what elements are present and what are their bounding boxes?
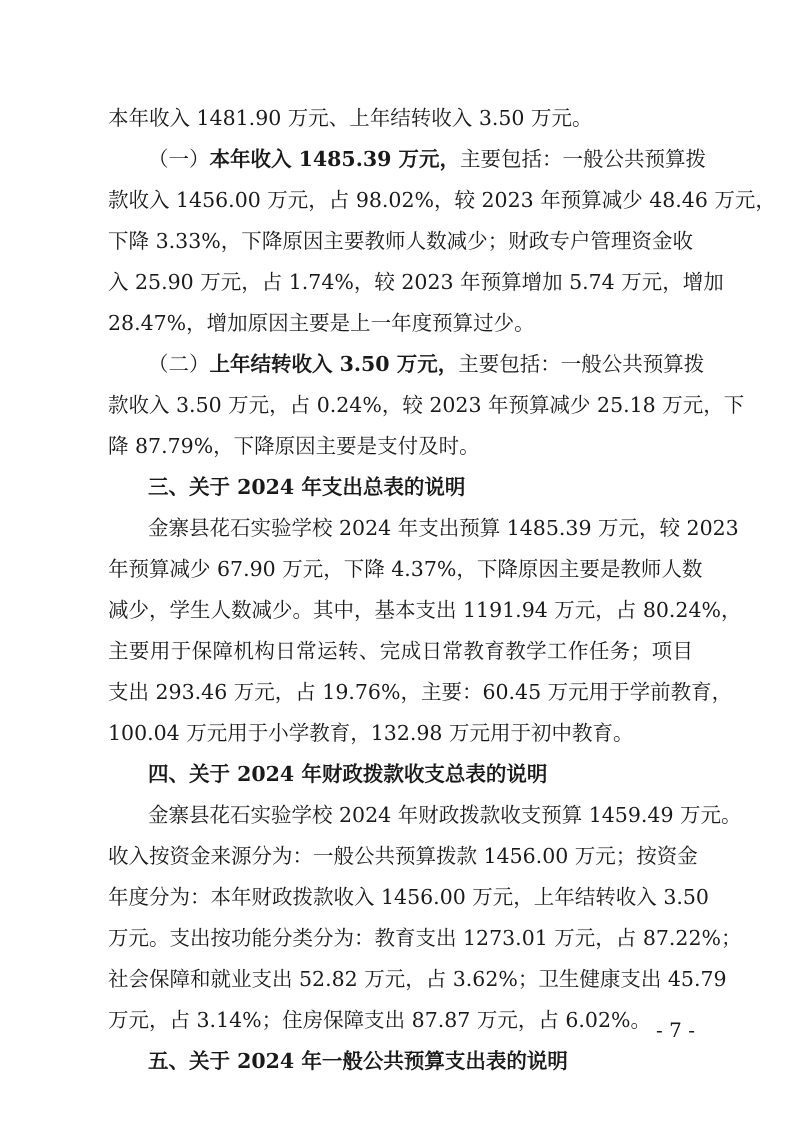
subsection-one-text: 主要包括：一般公共预算拨 bbox=[460, 147, 706, 171]
body-line: 款收入 3.50 万元，占 0.24%，较 2023 年预算减少 25.18 万元，下 bbox=[108, 393, 745, 417]
body-line: 下降 3.33%，下降原因主要教师人数减少；财政专户管理资金收 bbox=[108, 229, 693, 253]
body-line: 本年收入 1481.90 万元、上年结转收入 3.50 万元。 bbox=[108, 106, 593, 130]
body-line: 金寨县花石实验学校 2024 年支出预算 1485.39 万元，较 2023 bbox=[148, 516, 739, 540]
subsection-two-line bbox=[148, 352, 705, 376]
subsection-two-text: 主要包括：一般公共预算拨 bbox=[458, 352, 705, 376]
body-line: 万元，占 3.14%；住房保障支出 87.87 万元，占 6.02%。 bbox=[108, 1008, 651, 1032]
body-line: 万元。支出按功能分类分为：教育支出 1273.01 万元，占 87.22%； bbox=[108, 926, 742, 950]
subsection-one-title: 本年收入 1485.39 万元， bbox=[209, 147, 460, 171]
body-line: 支出 293.46 万元，占 19.76%，主要：60.45 万元用于学前教育， bbox=[108, 680, 733, 704]
body-line: 收入按资金来源分为：一般公共预算拨款 1456.00 万元；按资金 bbox=[108, 844, 698, 868]
body-line: 100.04 万元用于小学教育，132.98 万元用于初中教育。 bbox=[108, 721, 634, 745]
body-line: 金寨县花石实验学校 2024 年财政拨款收支预算 1459.49 万元。 bbox=[148, 803, 742, 827]
body-line: 社会保障和就业支出 52.82 万元，占 3.62%；卫生健康支出 45.79 bbox=[108, 967, 727, 991]
body-line: 降 87.79%，下降原因主要是支付及时。 bbox=[108, 434, 480, 458]
page-number: - 7 - bbox=[656, 1018, 695, 1042]
section-heading: 五、关于 2024 年一般公共预算支出表的说明 bbox=[148, 1049, 568, 1073]
body-line: 主要用于保障机构日常运转、完成日常教育教学工作任务；项目 bbox=[108, 639, 693, 663]
body-line: 减少，学生人数减少。其中，基本支出 1191.94 万元，占 80.24%， bbox=[108, 598, 742, 622]
subsection-two-label: （二） bbox=[148, 352, 210, 376]
section-heading: 四、关于 2024 年财政拨款收支总表的说明 bbox=[148, 762, 548, 786]
subsection-one-label: （一） bbox=[148, 147, 210, 171]
section-heading: 三、关于 2024 年支出总表的说明 bbox=[148, 475, 466, 499]
body-line: 款收入 1456.00 万元，占 98.02%，较 2023 年预算减少 48.46 万元， bbox=[108, 188, 776, 212]
subsection-one-line bbox=[148, 147, 706, 171]
body-line: 28.47%，增加原因主要是上一年度预算过少。 bbox=[108, 311, 535, 335]
body-line: 年度分为：本年财政拨款收入 1456.00 万元，上年结转收入 3.50 bbox=[108, 885, 709, 909]
body-line: 年预算减少 67.90 万元，下降 4.37%，下降原因主要是教师人数 bbox=[108, 557, 703, 581]
body-line: 入 25.90 万元，占 1.74%，较 2023 年预算增加 5.74 万元，增加 bbox=[108, 270, 724, 294]
subsection-two-title: 上年结转收入 3.50 万元， bbox=[209, 352, 459, 376]
